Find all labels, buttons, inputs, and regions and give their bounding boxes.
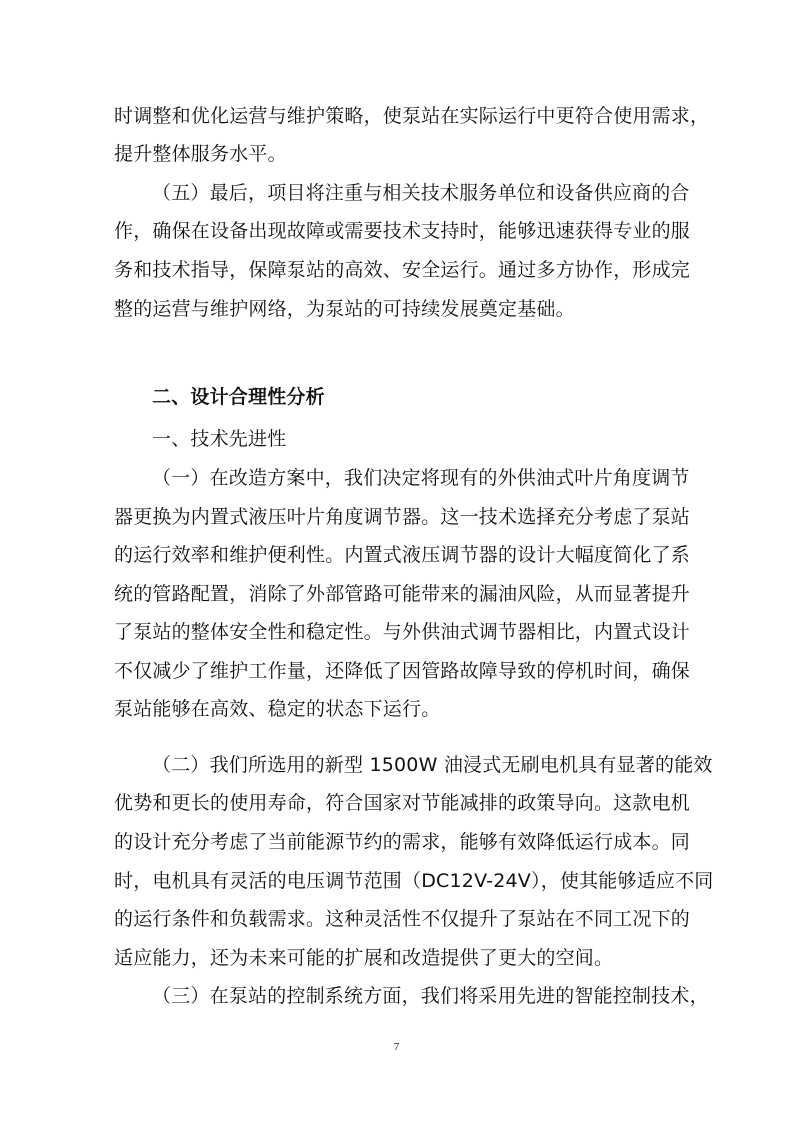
subsection-heading: 一、技术先进性 (152, 428, 287, 450)
text-line: 的运行效率和维护便利性。内置式液压调节器的设计大幅度简化了系 (114, 544, 691, 566)
text-line: 器更换为内置式液压叶片角度调节器。这一技术选择充分考虑了泵站 (114, 506, 691, 528)
text-line: 时，电机具有灵活的电压调节范围（DC12V-24V），使其能够适应不同 (114, 870, 714, 892)
text-line: （五）最后，项目将注重与相关技术服务单位和设备供应商的合 (152, 182, 690, 204)
text-line: 泵站能够在高效、稳定的状态下运行。 (114, 698, 441, 720)
text-line: 务和技术指导，保障泵站的高效、安全运行。通过多方协作，形成完 (114, 259, 691, 281)
text-line: 了泵站的整体安全性和稳定性。与外供油式调节器相比，内置式设计 (114, 621, 691, 643)
text-line: 适应能力，还为未来可能的扩展和改造提供了更大的空间。 (114, 947, 614, 969)
text-line: 时调整和优化运营与维护策略，使泵站在实际运行中更符合使用需求， (114, 105, 710, 127)
text-line: 优势和更长的使用寿命，符合国家对节能减排的政策导向。这款电机 (114, 792, 691, 814)
text-line: 的设计充分考虑了当前能源节约的需求，能够有效降低运行成本。同 (114, 831, 691, 853)
text-line: 作，确保在设备出现故障或需要技术支持时，能够迅速获得专业的服 (114, 220, 691, 242)
text-line: 的运行条件和负载需求。这种灵活性不仅提升了泵站在不同工况下的 (114, 908, 691, 930)
text-line: 不仅减少了维护工作量，还降低了因管路故障导致的停机时间，确保 (114, 660, 691, 682)
text-line: 整的运营与维护网络，为泵站的可持续发展奠定基础。 (114, 298, 575, 320)
text-line: 提升整体服务水平。 (114, 143, 287, 165)
text-line: （二）我们所选用的新型 1500W 油浸式无刷电机具有显著的能效 (152, 754, 713, 776)
section-heading: 二、设计合理性分析 (152, 386, 325, 408)
text-line: （三）在泵站的控制系统方面，我们将采用先进的智能控制技术， (152, 985, 709, 1007)
text-line: 统的管路配置，消除了外部管路可能带来的漏油风险，从而显著提升 (114, 583, 691, 605)
text-line: （一）在改造方案中，我们决定将现有的外供油式叶片角度调节 (152, 467, 690, 489)
page-number: 7 (393, 1041, 400, 1053)
